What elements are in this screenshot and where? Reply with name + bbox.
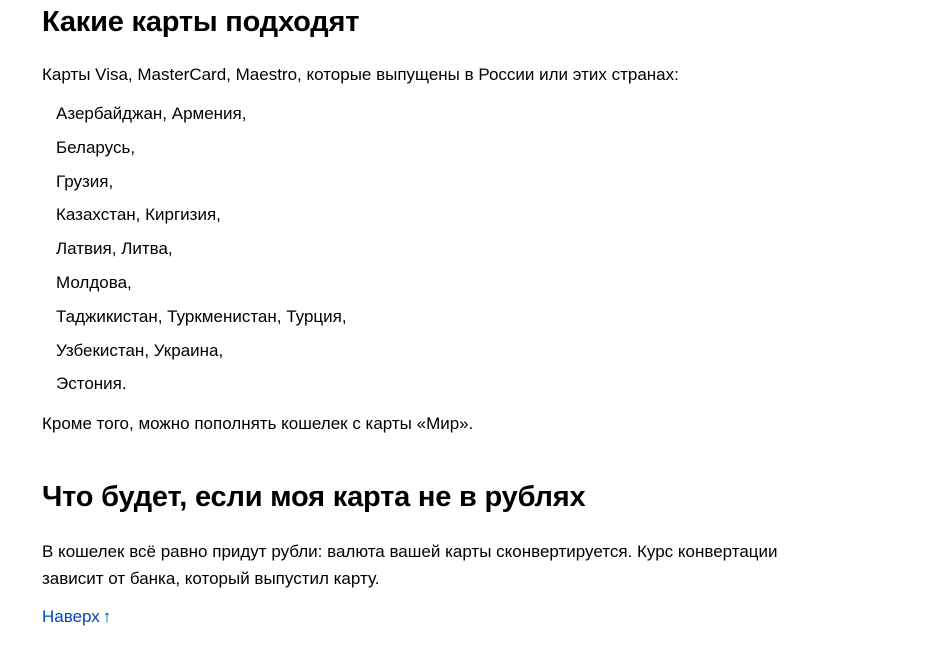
cards-intro-text: Карты Visa, MasterCard, Maestro, которые выпущены в России или этих странах: [42,65,679,84]
answer-line: зависит от банка, который выпустил карту. [42,569,380,588]
section-title-currency: Что будет, если моя карта не в рублях [42,481,586,513]
currency-answer-text [42,538,892,592]
list-item: Азербайджан, Армения, [56,104,247,123]
answer-line: В кошелек всё равно придут рубли: валюта вашей карты сконвертируется. Курс конвертации [42,542,778,561]
arrow-up-icon: ↑ [102,607,112,626]
list-item: Узбекистан, Украина, [56,340,224,360]
list-item: Казахстан, Киргизия, [56,205,221,225]
back-to-top-link[interactable] [42,606,111,628]
list-item: Грузия, [56,171,114,191]
section-title-cards: Какие карты подходят [42,6,360,38]
mir-card-note: Кроме того, можно пополнять кошелек с карты «Мир». [42,414,474,433]
list-item: Эстония. [56,374,127,394]
list-item: Молдова, [56,272,132,292]
list-item: Латвия, Литва, [56,239,173,259]
list-item: Беларусь, [56,137,136,157]
countries-list [56,103,347,407]
list-item: Таджикистан, Туркменистан, Турция, [56,306,347,326]
back-to-top-label: Наверх [42,607,100,626]
